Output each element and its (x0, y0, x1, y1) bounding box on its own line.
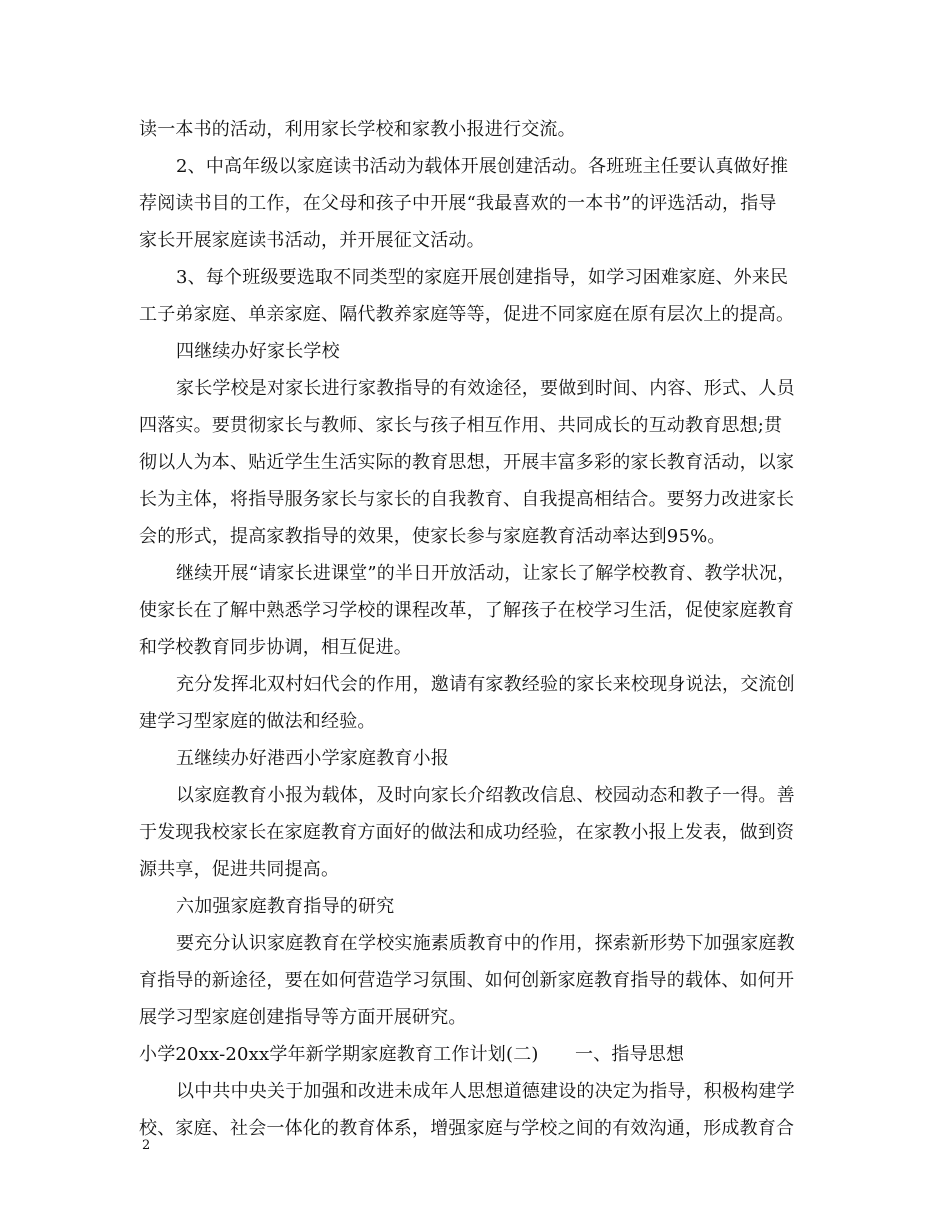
text-line: 荐阅读书目的工作，在父母和孩子中开展“我最喜欢的一本书”的评选活动，指导 (139, 193, 777, 214)
text-line: 展学习型家庭创建指导等方面开展研究。 (139, 1007, 467, 1028)
text-line: 读一本书的活动，利用家长学校和家教小报进行交流。 (139, 119, 576, 140)
section-heading: 五继续办好港西小学家庭教育小报 (176, 748, 449, 769)
text-line: 建学习型家庭的做法和经验。 (139, 711, 376, 732)
text-line: 四落实。要贯彻家长与教师、家长与孩子相互作用、共同成长的互动教育思想;贯 (139, 415, 783, 436)
text-line: 以中共中央关于加强和改进未成年人思想道德建设的决定为指导，积极构建学 (176, 1081, 795, 1102)
section-heading: 六加强家庭教育指导的研究 (176, 896, 395, 917)
text-line: 继续开展“请家长进课堂”的半日开放活动，让家长了解学校教育、教学状况， (176, 563, 796, 584)
text-line: 育指导的新途径，要在如何营造学习氛围、如何创新家庭教育指导的载体、如何开 (139, 970, 795, 991)
text-line: 彻以人为本、贴近学生生活实际的教育思想，开展丰富多彩的家长教育活动，以家 (139, 452, 795, 473)
page-number: 2 (142, 1138, 151, 1153)
text-line: 和学校教育同步协调，相互促进。 (139, 637, 412, 658)
text-line: 会的形式，提高家教指导的效果，使家长参与家庭教育活动率达到95%。 (139, 526, 726, 547)
text-line: 长为主体，将指导服务家长与家长的自我教育、自我提高相结合。要努力改进家长 (139, 489, 795, 510)
text-line: 于发现我校家长在家庭教育方面好的做法和成功经验，在家教小报上发表，做到资 (139, 822, 795, 843)
text-line: 校、家庭、社会一体化的教育体系，增强家庭与学校之间的有效沟通，形成教育合 (139, 1118, 795, 1139)
section-heading: 四继续办好家长学校 (176, 341, 340, 362)
text-line: 家长学校是对家长进行家教指导的有效途径，要做到时间、内容、形式、人员 (176, 378, 795, 399)
text-line: 家长开展家庭读书活动，并开展征文活动。 (139, 230, 485, 251)
text-line: 3、每个班级要选取不同类型的家庭开展创建指导，如学习困难家庭、外来民 (176, 267, 789, 288)
text-line: 以家庭教育小报为载体，及时向家长介绍教改信息、校园动态和教子一得。善 (176, 785, 795, 806)
text-line: 充分发挥北双村妇代会的作用，邀请有家教经验的家长来校现身说法，交流创 (176, 674, 795, 695)
text-line: 工子弟家庭、单亲家庭、隔代教养家庭等等，促进不同家庭在原有层次上的提高。 (139, 304, 795, 325)
text-line: 源共享，促进共同提高。 (139, 859, 340, 880)
text-line: 2、中高年级以家庭读书活动为载体开展创建活动。各班班主任要认真做好推 (176, 156, 789, 177)
text-line: 使家长在了解中熟悉学习学校的课程改革，了解孩子在校学习生活，促使家庭教育 (139, 600, 795, 621)
text-line: 要充分认识家庭教育在学校实施素质教育中的作用，探索新形势下加强家庭教 (176, 933, 795, 954)
document-title: 小学20xx-20xx学年新学期家庭教育工作计划(二) 一、指导思想 (139, 1044, 685, 1065)
